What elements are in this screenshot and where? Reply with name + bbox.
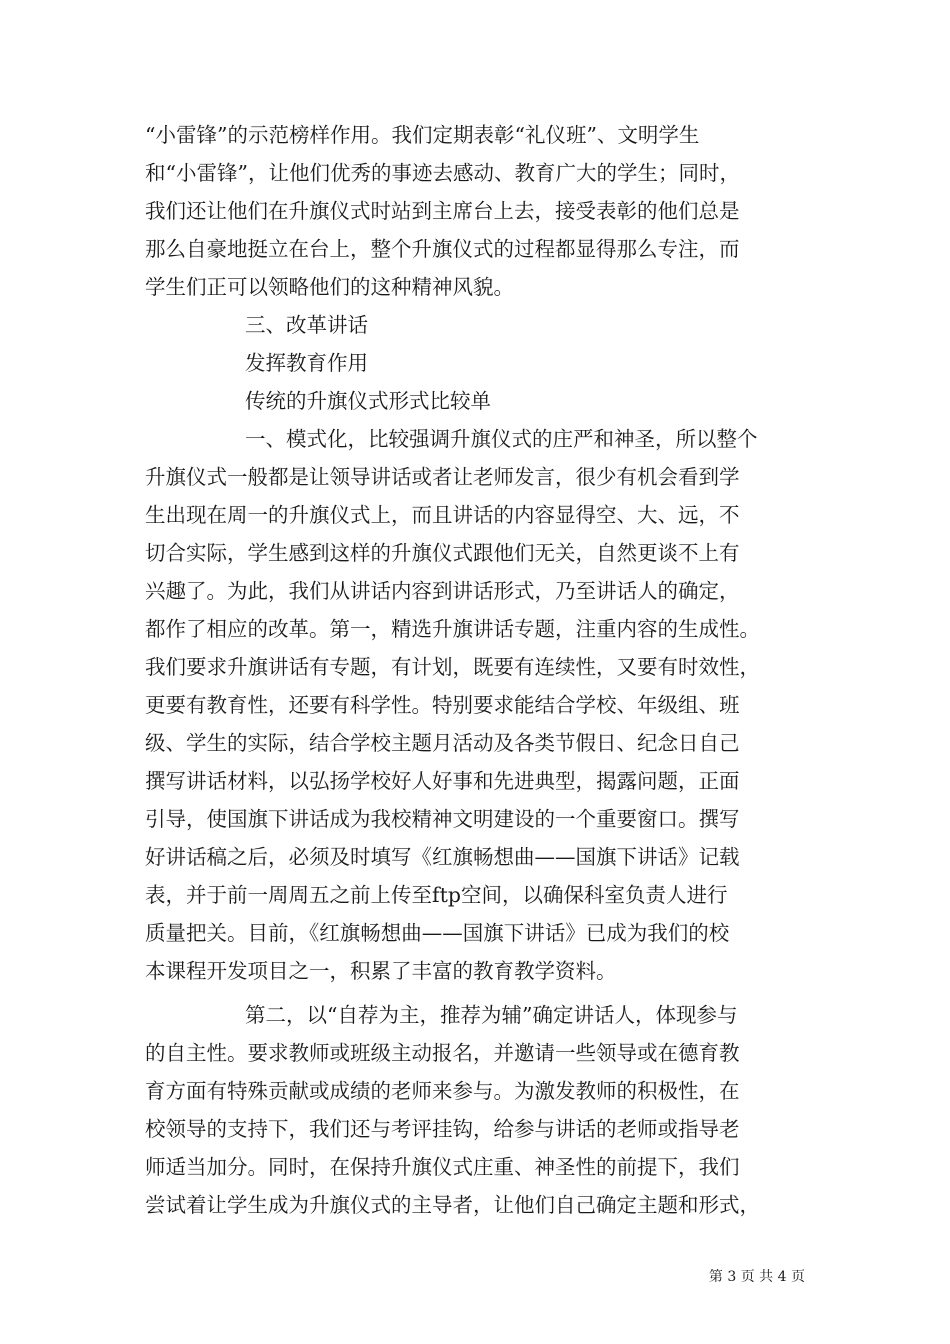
text-line-15: 我们要求升旗讲话有专题，有计划，既要有连续性，又要有时效性， [145, 655, 760, 679]
text-line-17: 级、学生的实际，结合学校主题月活动及各类节假日、纪念日自己 [145, 731, 740, 755]
text-line-22: 质量把关。目前，《红旗畅想曲——国旗下讲话》已成为我们的校 [145, 921, 730, 945]
text-line-28: 师适当加分。同时，在保持升旗仪式庄重、神圣性的前提下，我们 [145, 1155, 740, 1179]
page-number-footer: 第 3 页 共 4 页 [708, 1269, 805, 1285]
text-line-12: 切合实际，学生感到这样的升旗仪式跟他们无关，自然更谈不上有 [145, 541, 740, 565]
text-line-9: 一、模式化，比较强调升旗仪式的庄严和神圣，所以整个 [245, 427, 758, 451]
text-line-26: 育方面有特殊贡献或成绩的老师来参与。为激发教师的积极性，在 [145, 1079, 740, 1103]
section-subheading: 发挥教育作用 [245, 351, 368, 375]
text-line-8: 传统的升旗仪式形式比较单 [245, 389, 491, 413]
text-line-1: “小雷锋”的示范榜样作用。我们定期表彰“礼仪班”、文明学生 [145, 123, 700, 147]
section-heading: 三、改革讲话 [245, 313, 368, 337]
text-line-18: 撰写讲话材料，以弘扬学校好人好事和先进典型，揭露问题，正面 [145, 769, 740, 793]
text-line-16: 更要有教育性，还要有科学性。特别要求能结合学校、年级组、班 [145, 693, 740, 717]
text-line-19: 引导，使国旗下讲话成为我校精神文明建设的一个重要窗口。撰写 [145, 807, 740, 831]
text-line-29: 尝试着让学生成为升旗仪式的主导者，让他们自己确定主题和形式， [145, 1193, 760, 1217]
text-line-13: 兴趣了。为此，我们从讲话内容到讲话形式，乃至讲话人的确定， [145, 579, 740, 603]
text-line-25: 的自主性。要求教师或班级主动报名，并邀请一些领导或在德育教 [145, 1041, 740, 1065]
text-line-24: 第二，以“自荐为主，推荐为辅”确定讲话人，体现参与 [245, 1003, 738, 1027]
text-line-20: 好讲话稿之后，必须及时填写《红旗畅想曲——国旗下讲话》记载 [145, 845, 740, 869]
text-line-5: 学生们正可以领略他们的这种精神风貌。 [145, 275, 514, 299]
text-line-14: 都作了相应的改革。第一，精选升旗讲话专题，注重内容的生成性。 [145, 617, 760, 641]
text-line-11: 生出现在周一的升旗仪式上，而且讲话的内容显得空、大、远，不 [145, 503, 740, 527]
text-line-27: 校领导的支持下，我们还与考评挂钩，给参与讲话的老师或指导老 [145, 1117, 740, 1141]
text-line-2: 和“小雷锋”，让他们优秀的事迹去感动、教育广大的学生；同时， [145, 161, 740, 185]
text-line-3: 我们还让他们在升旗仪式时站到主席台上去，接受表彰的他们总是 [145, 199, 740, 223]
text-line-21: 表，并于前一周周五之前上传至ftp空间，以确保科室负责人进行 [145, 883, 728, 907]
text-line-4: 那么自豪地挺立在台上，整个升旗仪式的过程都显得那么专注，而 [145, 237, 740, 261]
text-line-10: 升旗仪式一般都是让领导讲话或者让老师发言，很少有机会看到学 [145, 465, 740, 489]
text-line-23: 本课程开发项目之一，积累了丰富的教育教学资料。 [145, 959, 617, 983]
